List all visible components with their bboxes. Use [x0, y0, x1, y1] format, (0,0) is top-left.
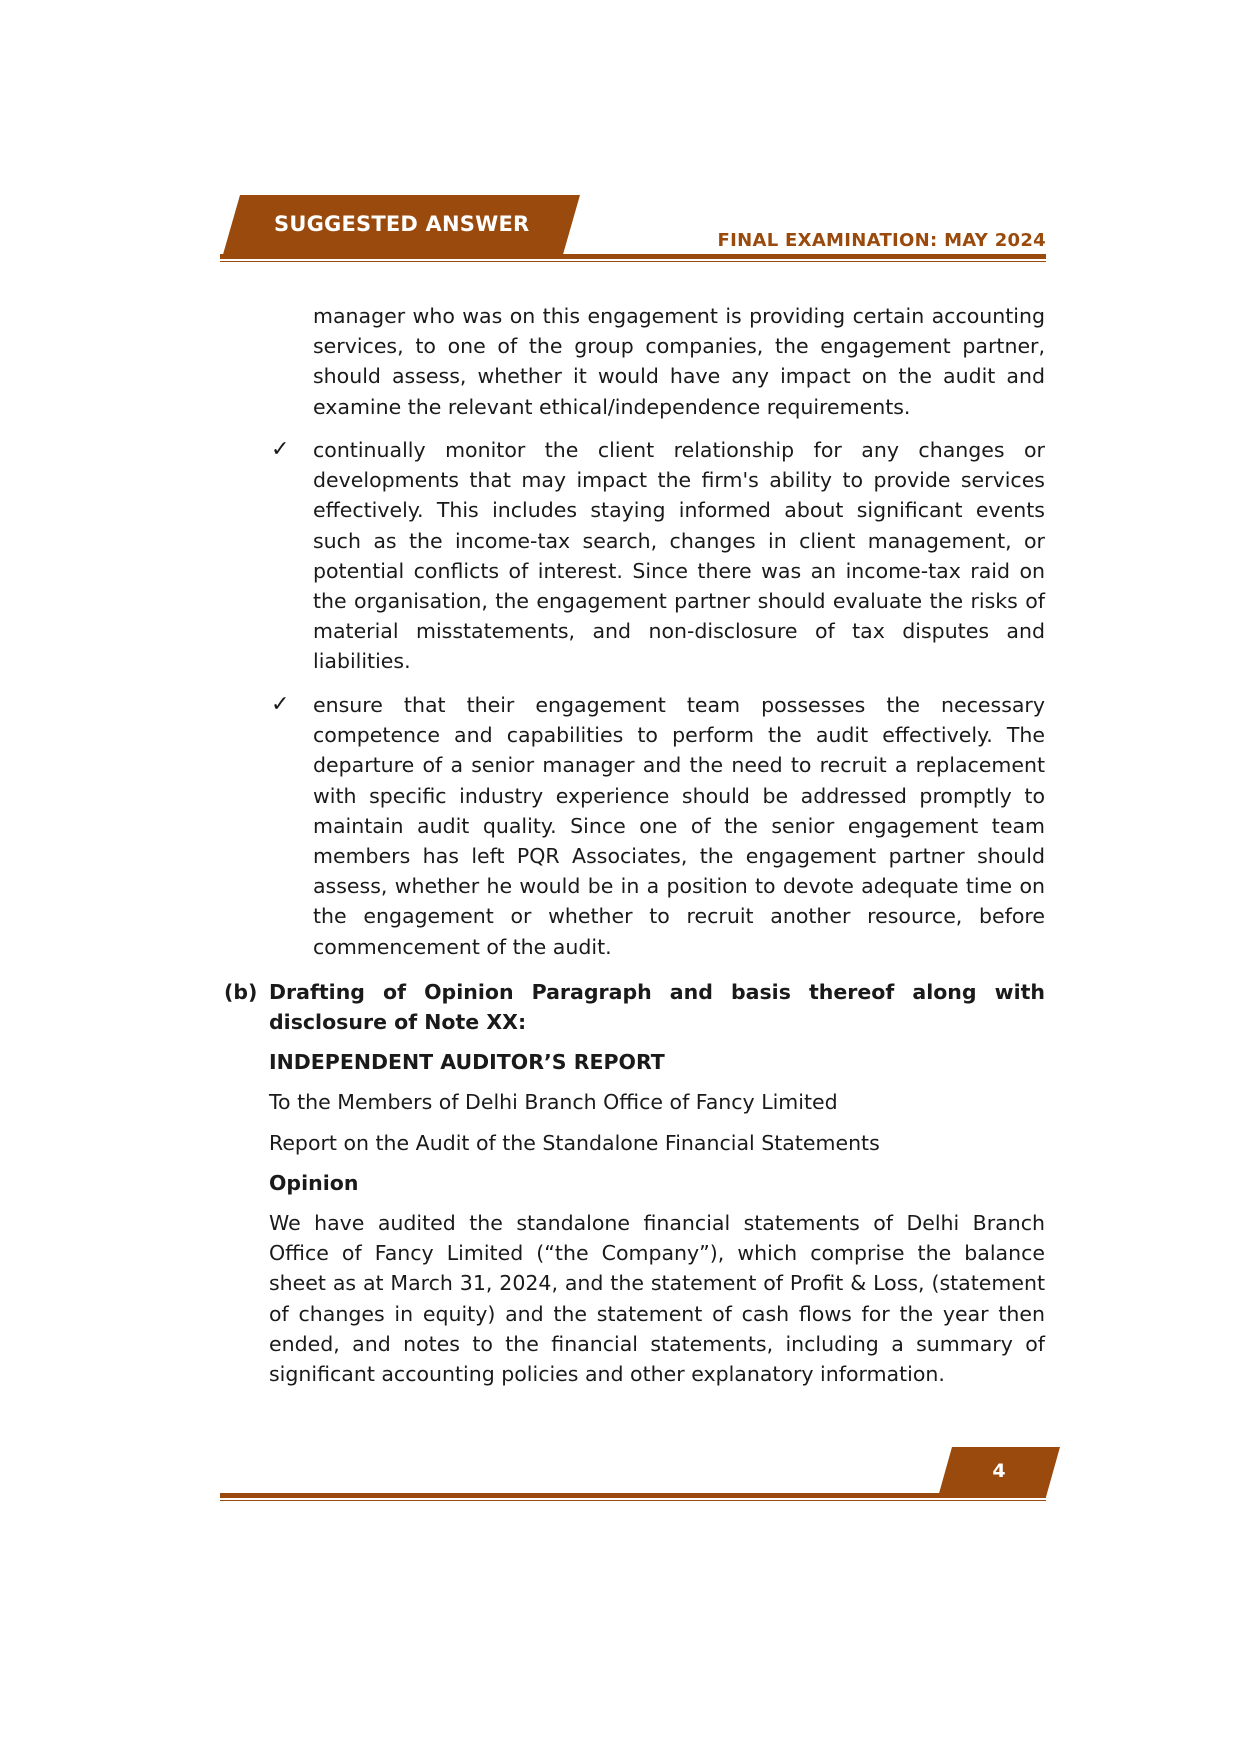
- header-rule-thin: [220, 261, 1046, 262]
- header-tab-label: SUGGESTED ANSWER: [274, 212, 530, 236]
- bullet-monitor-relationship: continually monitor the client relationship for any changes or developments that may impact the firm's ability to provide services effectively. This includes staying informed about significant events such as the income-tax search, changes in client management, or potential conflicts of interest. Since there was an income-tax raid on the organisation, the engagement partner should evaluate the risks of material misstatements, and non-disclosure of tax disputes and liabilities.: [313, 438, 1045, 674]
- header-rule: [220, 254, 1046, 259]
- part-b-heading: Drafting of Opinion Paragraph and basis thereof along with disclosure of Note XX:: [269, 980, 1045, 1035]
- report-on-line: Report on the Audit of the Standalone Financial Statements: [269, 1131, 880, 1155]
- report-title: INDEPENDENT AUDITOR’S REPORT: [269, 1050, 665, 1074]
- continuation-paragraph: manager who was on this engagement is providing certain accounting services, to one of the group companies, the engagement partner, should assess, whether it would have any impact on the audit and examine the relevant ethical/independence requirements.: [313, 304, 1045, 419]
- footer-rule-thin: [220, 1500, 1046, 1501]
- part-b-label: (b): [224, 980, 258, 1004]
- page-number: 4: [992, 1460, 1006, 1482]
- footer-rule: [220, 1493, 1046, 1498]
- opinion-heading: Opinion: [269, 1171, 359, 1195]
- exam-title: FINAL EXAMINATION: MAY 2024: [717, 230, 1046, 251]
- checkmark-icon: ✓: [271, 692, 290, 717]
- addressee: To the Members of Delhi Branch Office of Fancy Limited: [269, 1090, 838, 1114]
- opinion-paragraph: We have audited the standalone financial statements of Delhi Branch Office of Fancy Limited (“the Company”), which comprise the balance sheet as at March 31, 2024, and the statement of Profit & Loss, (statement of changes in equity) and the statement of cash flows for the year then ended, and notes to the financial statements, including a summary of significant accounting policies and other explanatory information.: [269, 1211, 1045, 1387]
- checkmark-icon: ✓: [271, 437, 290, 462]
- bullet-team-competence: ensure that their engagement team possesses the necessary competence and capabilities to perform the audit effectively. The departure of a senior manager and the need to recruit a replacement with specific industry experience should be addressed promptly to maintain audit quality. Since one of the senior engagement team members has left PQR Associates, the engagement partner should assess, whether he would be in a position to devote adequate time on the engagement or whether to recruit another resource, before commencement of the audit.: [313, 693, 1045, 959]
